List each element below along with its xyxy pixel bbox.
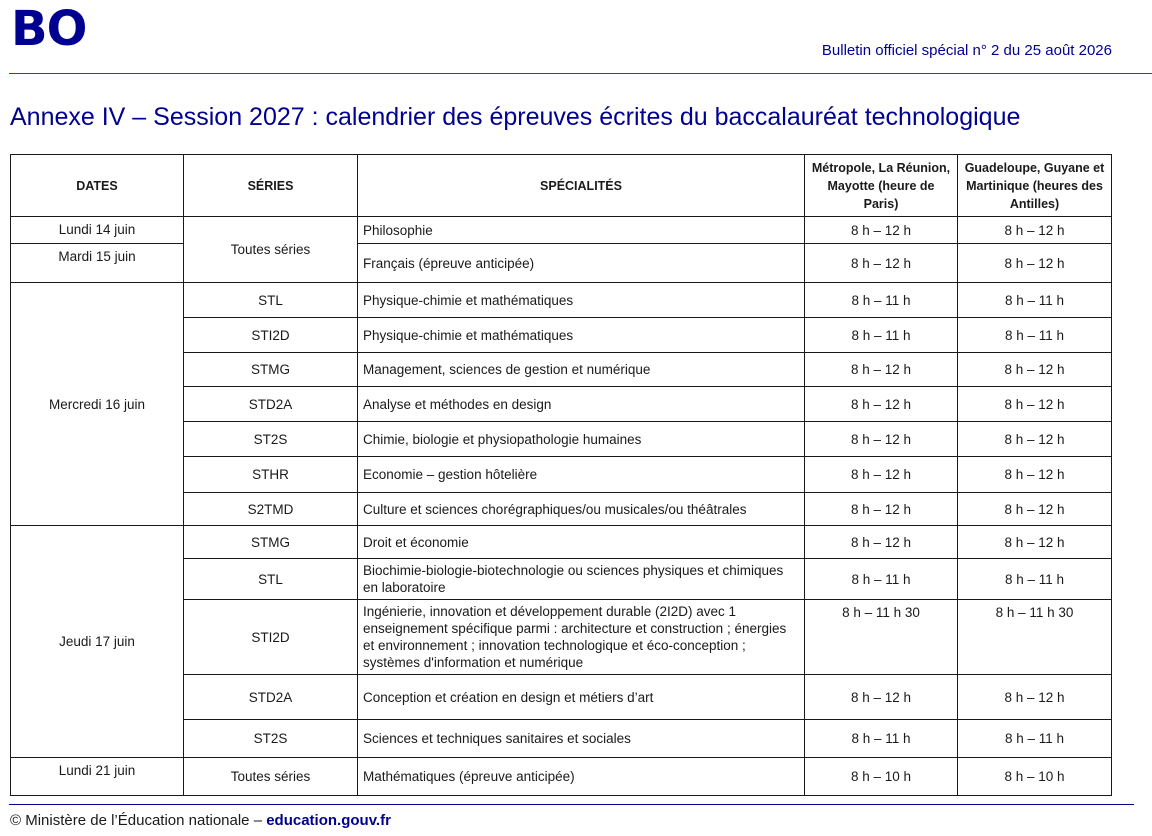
serie-cell: STD2A bbox=[184, 675, 358, 720]
serie-cell: ST2S bbox=[184, 422, 358, 457]
horaire-metropole: 8 h – 12 h bbox=[805, 217, 958, 244]
serie-cell: STL bbox=[184, 283, 358, 318]
serie-cell: Toutes séries bbox=[184, 758, 358, 796]
specialite-cell: Droit et économie bbox=[358, 526, 805, 559]
horaire-antilles: 8 h – 12 h bbox=[958, 422, 1112, 457]
serie-cell: STI2D bbox=[184, 318, 358, 353]
horaire-antilles: 8 h – 11 h bbox=[958, 318, 1112, 353]
horaire-metropole: 8 h – 12 h bbox=[805, 353, 958, 387]
header-specialites: SPÉCIALITÉS bbox=[358, 155, 805, 217]
horaire-metropole: 8 h – 11 h 30 bbox=[805, 600, 958, 675]
bulletin-reference: Bulletin officiel spécial n° 2 du 25 août 2026 bbox=[821, 42, 1112, 59]
specialite-cell: Analyse et méthodes en design bbox=[358, 387, 805, 422]
table-header-row bbox=[11, 155, 1112, 217]
exam-calendar-table bbox=[10, 154, 1112, 796]
header-divider bbox=[9, 73, 1152, 74]
footer-link[interactable]: education.gouv.fr bbox=[266, 812, 391, 829]
date-cell: Jeudi 17 juin bbox=[11, 526, 184, 758]
date-cell: Lundi 14 juin bbox=[11, 217, 184, 244]
horaire-metropole: 8 h – 12 h bbox=[805, 244, 958, 283]
horaire-antilles: 8 h – 11 h bbox=[958, 720, 1112, 758]
serie-cell: STHR bbox=[184, 457, 358, 493]
header-series: SÉRIES bbox=[184, 155, 358, 217]
horaire-antilles: 8 h – 12 h bbox=[958, 353, 1112, 387]
specialite-cell: Sciences et techniques sanitaires et sociales bbox=[358, 720, 805, 758]
horaire-metropole: 8 h – 10 h bbox=[805, 758, 958, 796]
horaire-metropole: 8 h – 12 h bbox=[805, 387, 958, 422]
serie-cell: ST2S bbox=[184, 720, 358, 758]
horaire-antilles: 8 h – 10 h bbox=[958, 758, 1112, 796]
horaire-metropole: 8 h – 12 h bbox=[805, 493, 958, 526]
horaire-antilles: 8 h – 12 h bbox=[958, 217, 1112, 244]
date-cell: Lundi 21 juin bbox=[11, 758, 184, 796]
horaire-metropole: 8 h – 11 h bbox=[805, 720, 958, 758]
specialite-cell: Ingénierie, innovation et développement durable (2I2D) avec 1 enseignement spécifique parmi : architecture et construction ; énergies et environnement ; innovation technologique et éco-conception ; systèmes d'information et numérique bbox=[358, 600, 805, 675]
specialite-cell: Management, sciences de gestion et numérique bbox=[358, 353, 805, 387]
specialite-cell: Physique-chimie et mathématiques bbox=[358, 283, 805, 318]
header-metropole: Métropole, La Réunion, Mayotte (heure de Paris) bbox=[805, 155, 958, 217]
horaire-metropole: 8 h – 11 h bbox=[805, 559, 958, 600]
table-row bbox=[11, 244, 1112, 283]
horaire-antilles: 8 h – 12 h bbox=[958, 526, 1112, 559]
header-dates: DATES bbox=[11, 155, 184, 217]
specialite-cell: Conception et création en design et métiers d’art bbox=[358, 675, 805, 720]
horaire-antilles: 8 h – 12 h bbox=[958, 244, 1112, 283]
specialite-cell: Physique-chimie et mathématiques bbox=[358, 318, 805, 353]
bo-logo: BO bbox=[11, 1, 87, 57]
horaire-metropole: 8 h – 11 h bbox=[805, 318, 958, 353]
horaire-metropole: 8 h – 12 h bbox=[805, 457, 958, 493]
horaire-antilles: 8 h – 11 h bbox=[958, 559, 1112, 600]
page-title: Annexe IV – Session 2027 : calendrier des épreuves écrites du baccalauréat technologique bbox=[10, 103, 1021, 131]
serie-cell: STD2A bbox=[184, 387, 358, 422]
footer bbox=[10, 812, 391, 829]
footer-copyright: © Ministère de l’Éducation nationale – bbox=[10, 812, 267, 829]
horaire-antilles: 8 h – 12 h bbox=[958, 675, 1112, 720]
table-row bbox=[11, 217, 1112, 244]
serie-cell: STMG bbox=[184, 526, 358, 559]
footer-divider bbox=[9, 804, 1134, 805]
specialite-cell: Culture et sciences chorégraphiques/ou musicales/ou théâtrales bbox=[358, 493, 805, 526]
specialite-cell: Français (épreuve anticipée) bbox=[358, 244, 805, 283]
horaire-antilles: 8 h – 11 h bbox=[958, 283, 1112, 318]
specialite-cell: Mathématiques (épreuve anticipée) bbox=[358, 758, 805, 796]
serie-cell: Toutes séries bbox=[184, 217, 358, 283]
horaire-metropole: 8 h – 12 h bbox=[805, 422, 958, 457]
table-row bbox=[11, 526, 1112, 559]
date-cell: Mercredi 16 juin bbox=[11, 283, 184, 526]
date-cell: Mardi 15 juin bbox=[11, 244, 184, 283]
specialite-cell: Economie – gestion hôtelière bbox=[358, 457, 805, 493]
specialite-cell: Philosophie bbox=[358, 217, 805, 244]
serie-cell: S2TMD bbox=[184, 493, 358, 526]
serie-cell: STMG bbox=[184, 353, 358, 387]
table-row bbox=[11, 283, 1112, 318]
horaire-metropole: 8 h – 12 h bbox=[805, 526, 958, 559]
serie-cell: STI2D bbox=[184, 600, 358, 675]
serie-cell: STL bbox=[184, 559, 358, 600]
horaire-metropole: 8 h – 12 h bbox=[805, 675, 958, 720]
horaire-antilles: 8 h – 12 h bbox=[958, 457, 1112, 493]
header-antilles: Guadeloupe, Guyane et Martinique (heures des Antilles) bbox=[958, 155, 1112, 217]
horaire-antilles: 8 h – 12 h bbox=[958, 493, 1112, 526]
table-row bbox=[11, 758, 1112, 796]
horaire-metropole: 8 h – 11 h bbox=[805, 283, 958, 318]
specialite-cell: Chimie, biologie et physiopathologie humaines bbox=[358, 422, 805, 457]
specialite-cell: Biochimie-biologie-biotechnologie ou sciences physiques et chimiques en laboratoire bbox=[358, 559, 805, 600]
horaire-antilles: 8 h – 12 h bbox=[958, 387, 1112, 422]
horaire-antilles: 8 h – 11 h 30 bbox=[958, 600, 1112, 675]
